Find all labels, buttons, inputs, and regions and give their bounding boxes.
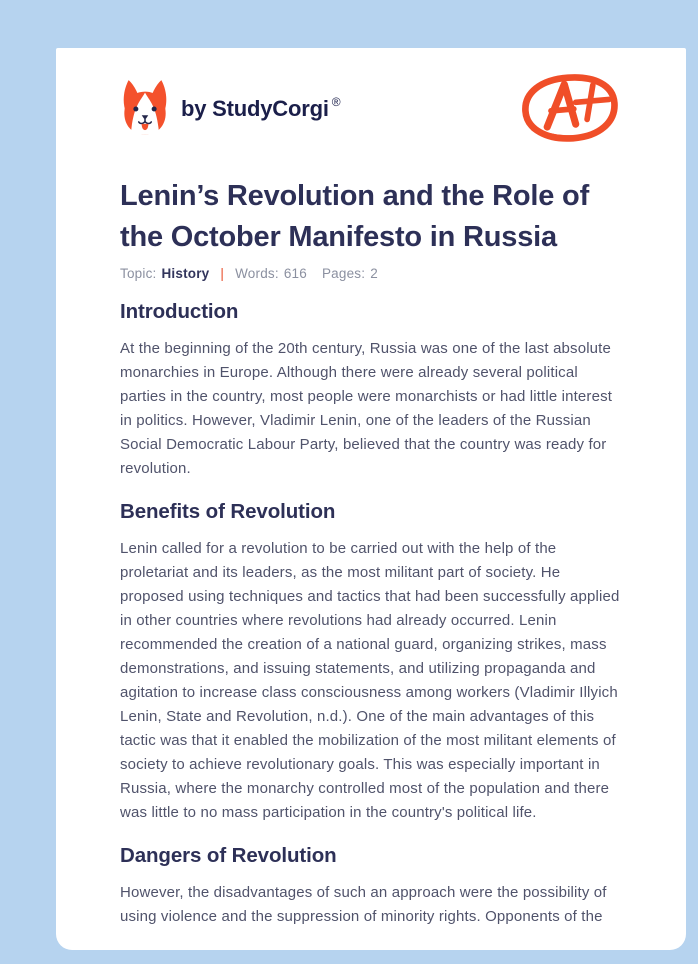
page-title: Lenin’s Revolution and the Role of the October Manifesto in Russia bbox=[120, 180, 590, 253]
article-section bbox=[120, 499, 622, 825]
pages-label: Pages: bbox=[321, 266, 366, 281]
article-sections bbox=[120, 299, 622, 929]
meta-separator: | bbox=[220, 266, 225, 281]
a-plus-stamp-icon bbox=[518, 70, 622, 146]
topic-label: Topic: bbox=[120, 266, 157, 281]
pages-value: 2 bbox=[370, 266, 378, 281]
words-value: 616 bbox=[283, 266, 307, 281]
article-section bbox=[120, 299, 622, 481]
card-header bbox=[120, 70, 622, 146]
section-heading: Benefits of Revolution bbox=[120, 500, 336, 523]
section-paragraph: Lenin called for a revolution to be carried out with the help of the proletariat and its leaders, as the most militant part of society. He proposed using techniques and tactics that had been successfully applied in other countries where revolutions had already occurred. Lenin recommended the creation of a national guard, organizing strikes, mass demonstrations, and issuing statements, and utilizing propaganda and agitation to increase class consciousness among workers (Vladimir Illyich Lenin, State and Revolution, n.d.). One of the main advantages of this tactic was that it enabled the mobilization of the most militant elements of society to achieve revolutionary goals. This was especially important in Russia, where the monarchy controlled most of the population and there was little to no mass participation in the country's political life. bbox=[120, 540, 620, 821]
words-label: Words: bbox=[235, 266, 279, 281]
article-section bbox=[120, 843, 622, 929]
logo-text: by StudyCorgi ® bbox=[181, 94, 341, 121]
section-heading: Introduction bbox=[120, 300, 239, 323]
section-paragraph: At the beginning of the 20th century, Russia was one of the last absolute monarchies in Europe. Although there were already several political parties in the country, most people were monarchists or had little interest in politics. However, Vladimir Lenin, one of the leaders of the Russian Social Democratic Labour Party, believed that the country was ready for revolution. bbox=[120, 340, 613, 477]
topic-link[interactable]: History bbox=[161, 266, 210, 281]
essay-card bbox=[56, 48, 686, 950]
section-heading: Dangers of Revolution bbox=[120, 844, 337, 867]
registered-mark: ® bbox=[331, 94, 341, 109]
corgi-icon bbox=[120, 79, 170, 137]
article-meta bbox=[120, 266, 622, 281]
studycorgi-brand[interactable] bbox=[120, 79, 340, 137]
section-paragraph: However, the disadvantages of such an approach were the possibility of using violence and the suppression of minority rights. Opponents of the bbox=[120, 884, 607, 925]
